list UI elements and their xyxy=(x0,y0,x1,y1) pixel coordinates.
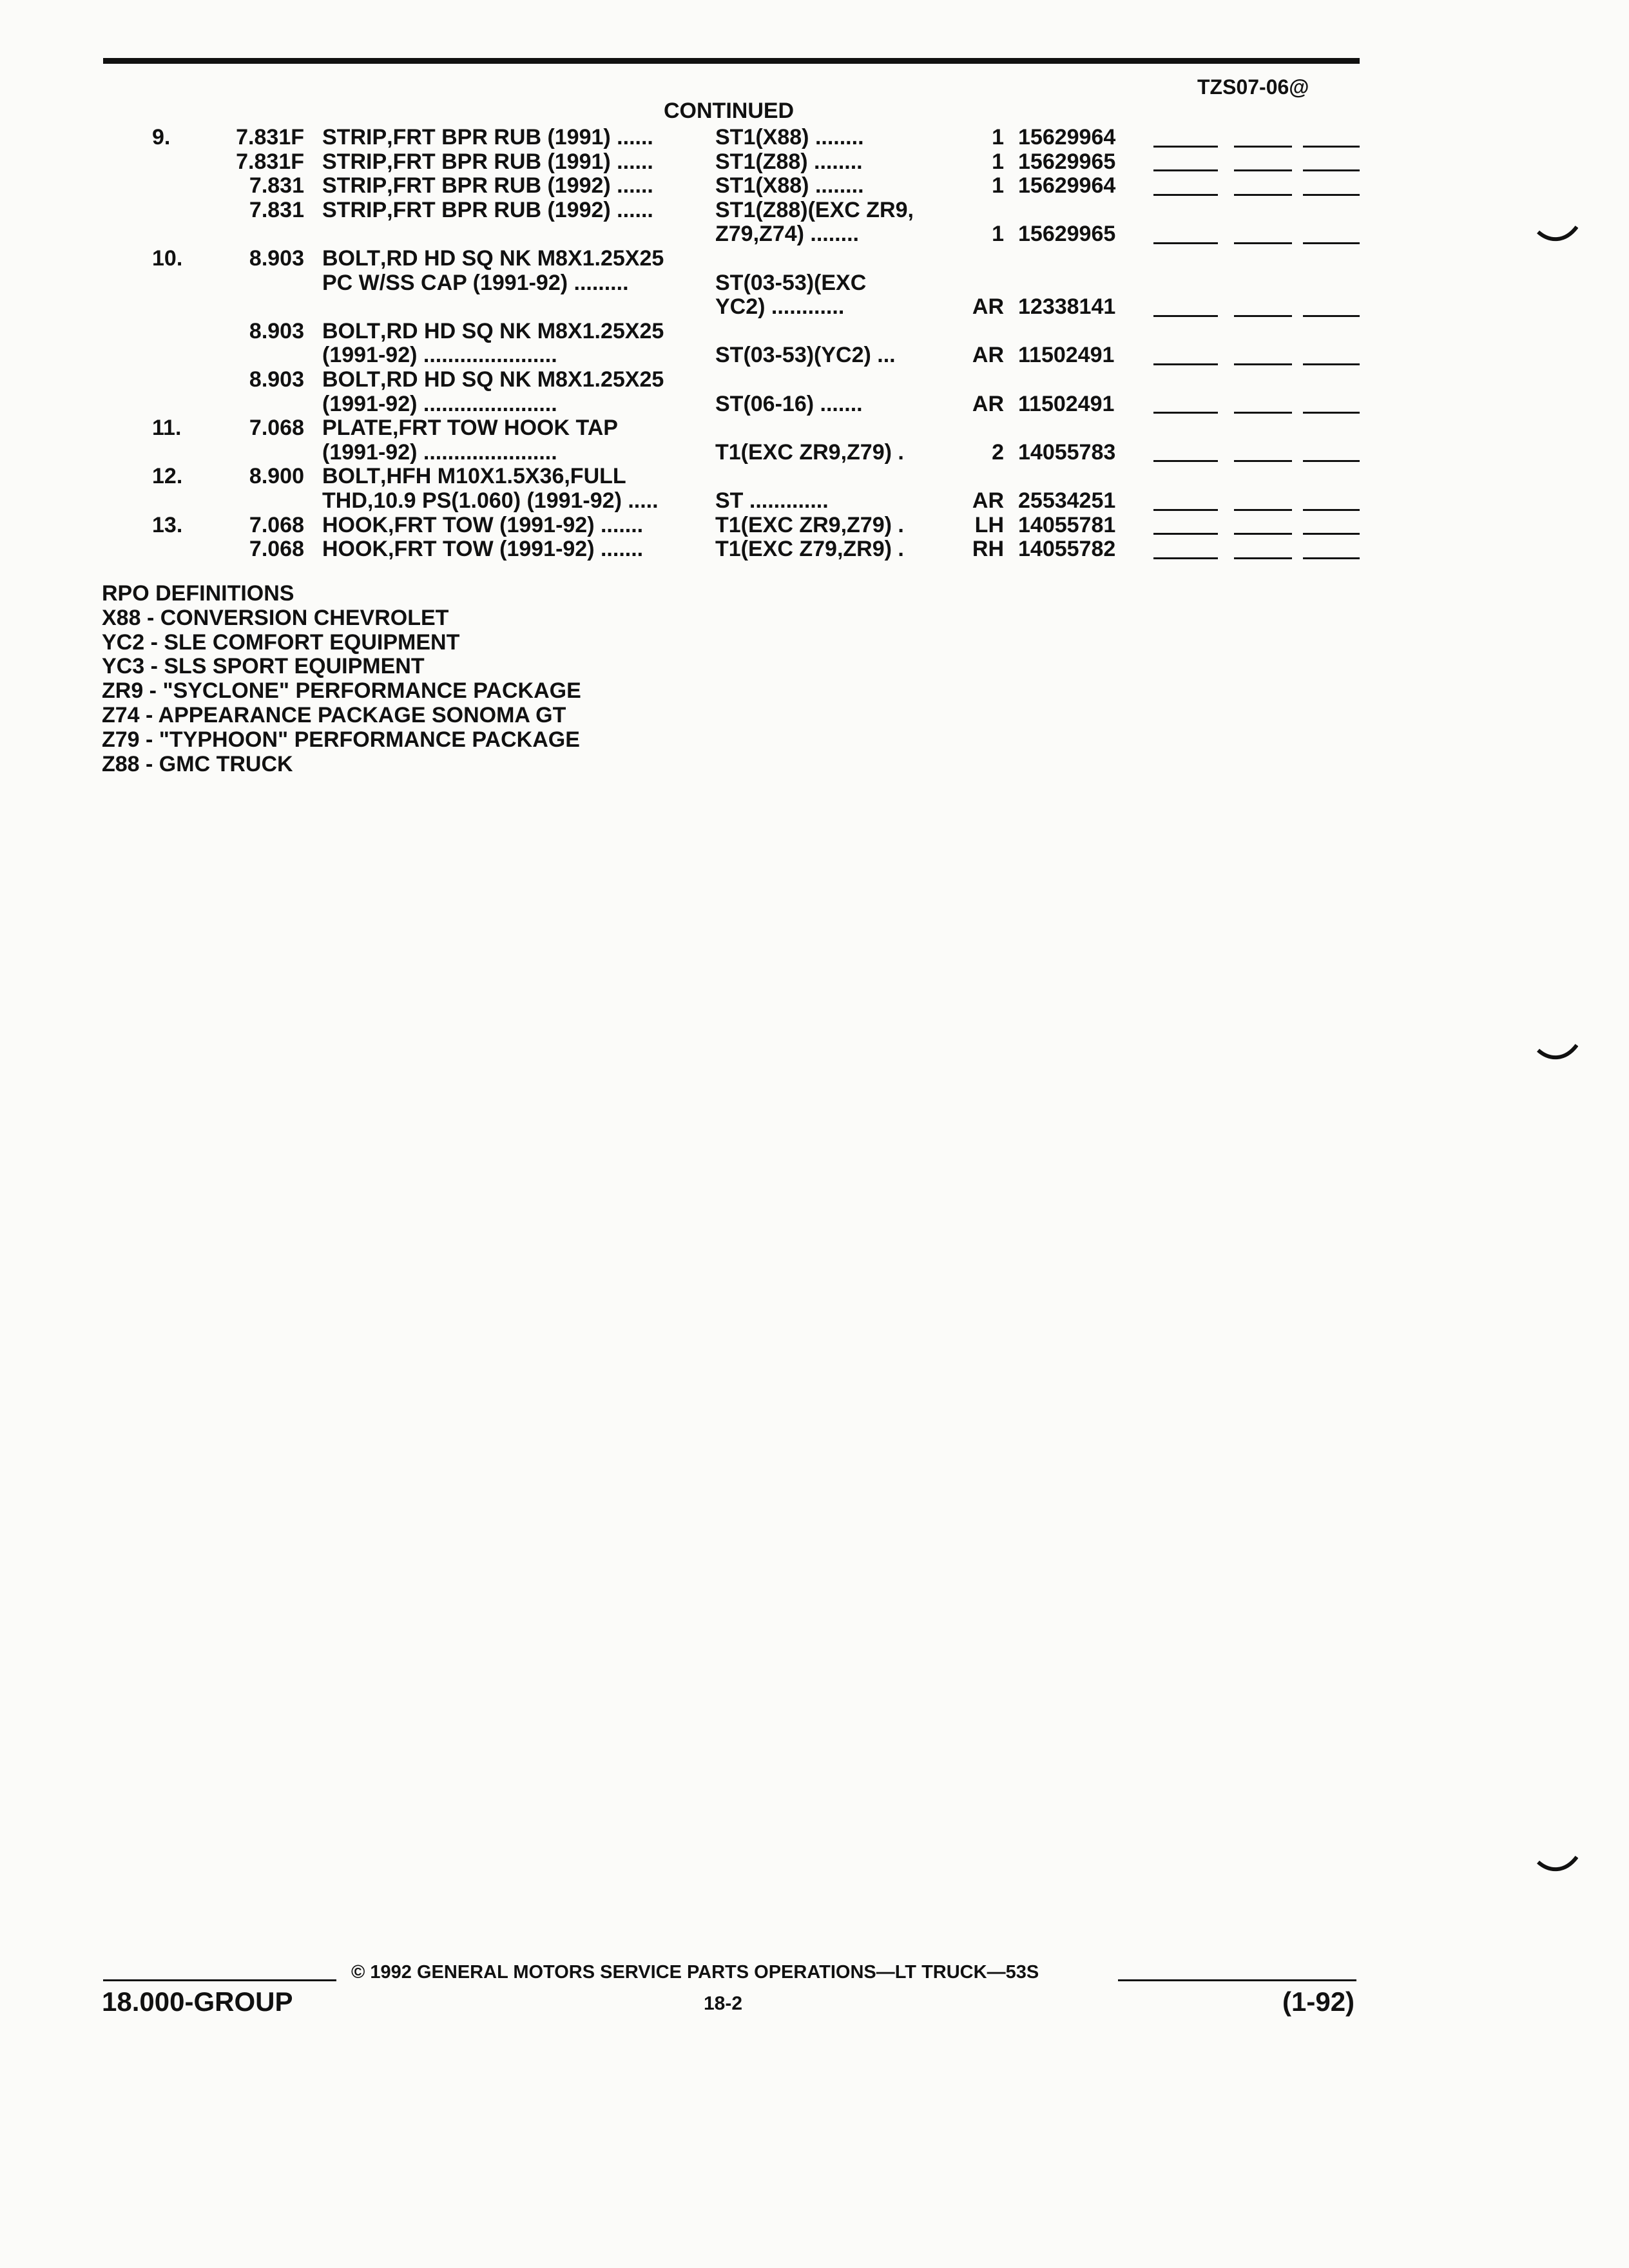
application: ST1(Z88)(EXC ZR9, xyxy=(715,197,914,222)
part-row xyxy=(0,150,1629,175)
part-description xyxy=(322,368,664,392)
reference-number: 7.831F xyxy=(236,149,304,174)
rpo-definitions xyxy=(102,582,581,776)
blank-line xyxy=(1153,315,1218,317)
part-description xyxy=(322,416,618,441)
part-description xyxy=(322,247,664,271)
blank-lines xyxy=(1153,392,1360,417)
quantity: AR xyxy=(972,343,1004,368)
part-description xyxy=(322,343,557,368)
blank-line xyxy=(1234,315,1292,317)
part-description xyxy=(322,271,629,296)
blank-line xyxy=(1153,363,1218,365)
part-row xyxy=(0,271,1629,296)
part-row xyxy=(0,465,1629,489)
application: Z79,Z74) ........ xyxy=(715,222,859,247)
part-detail: ,HFH M10X1.5X36,FULL xyxy=(380,464,626,489)
part-name: HOOK xyxy=(322,537,388,562)
part-detail: (1991-92) ...................... xyxy=(322,439,557,465)
reference-number: 7.831 xyxy=(249,173,304,198)
revision-date: (1-92) xyxy=(1282,1986,1355,2017)
quantity: 1 xyxy=(992,222,1004,247)
blank-line xyxy=(1303,242,1360,244)
part-row xyxy=(0,441,1629,465)
rpo-item: YC3 - SLS SPORT EQUIPMENT xyxy=(102,654,425,679)
application: ST1(X88) ........ xyxy=(715,125,864,149)
part-name: STRIP xyxy=(322,149,387,174)
blank-lines xyxy=(1153,489,1360,514)
blank-line xyxy=(1153,169,1218,171)
reference-number: 7.831 xyxy=(249,197,304,222)
blank-lines xyxy=(1153,537,1360,562)
part-number: 12338141 xyxy=(1018,294,1116,320)
quantity: 1 xyxy=(992,125,1004,149)
part-number: 14055781 xyxy=(1018,512,1116,537)
application: ST(03-53)(EXC xyxy=(715,270,867,295)
part-description xyxy=(322,465,626,489)
application: T1(EXC ZR9,Z79) . xyxy=(715,439,904,465)
part-row xyxy=(0,174,1629,198)
part-description xyxy=(322,537,643,562)
rpo-title: RPO DEFINITIONS xyxy=(102,581,294,606)
page-number: 18-2 xyxy=(704,1993,743,2014)
blank-line xyxy=(1153,509,1218,511)
blank-line xyxy=(1234,146,1292,148)
quantity: RH xyxy=(972,537,1004,562)
blank-line xyxy=(1234,533,1292,535)
blank-line xyxy=(1234,242,1292,244)
quantity: AR xyxy=(972,391,1004,416)
document-code: TZS07-06@ xyxy=(1197,75,1309,99)
part-name: STRIP xyxy=(322,197,387,222)
part-detail: ,RD HD SQ NK M8X1.25X25 xyxy=(380,367,664,392)
part-number: 25534251 xyxy=(1018,488,1116,513)
part-row xyxy=(0,368,1629,392)
part-description xyxy=(322,126,653,150)
part-name: HOOK xyxy=(322,512,388,537)
part-detail: ,FRT TOW (1991-92) ....... xyxy=(388,512,644,537)
blank-lines xyxy=(1153,222,1360,247)
blank-line xyxy=(1153,194,1218,196)
part-description xyxy=(322,441,557,465)
part-row xyxy=(0,198,1629,223)
part-detail: THD,10.9 PS(1.060) (1991-92) ..... xyxy=(322,488,659,513)
part-number: 15629965 xyxy=(1018,149,1116,174)
reference-number: 7.831F xyxy=(236,125,304,149)
part-description xyxy=(322,320,664,344)
part-description xyxy=(322,198,653,223)
blank-lines xyxy=(1153,174,1360,198)
blank-lines xyxy=(1153,126,1360,150)
reference-number: 8.900 xyxy=(249,464,304,489)
part-description xyxy=(322,174,653,198)
rpo-item: Z88 - GMC TRUCK xyxy=(102,751,293,776)
blank-line xyxy=(1303,509,1360,511)
part-name: BOLT xyxy=(322,318,381,343)
part-description xyxy=(322,514,643,538)
reference-number: 7.068 xyxy=(249,416,304,441)
part-name: STRIP xyxy=(322,125,387,149)
quantity: 1 xyxy=(992,149,1004,174)
item-number: 9. xyxy=(152,125,171,149)
part-detail: (1991-92) ...................... xyxy=(322,343,557,368)
application: YC2) ............ xyxy=(715,294,845,320)
quantity: AR xyxy=(972,294,1004,320)
blank-lines xyxy=(1153,295,1360,320)
group-number: 18.000-GROUP xyxy=(102,1986,293,2017)
reference-number: 8.903 xyxy=(249,318,304,343)
blank-line xyxy=(1303,194,1360,196)
part-row xyxy=(0,416,1629,441)
rpo-item: Z79 - "TYPHOON" PERFORMANCE PACKAGE xyxy=(102,727,580,752)
quantity: AR xyxy=(972,488,1004,513)
blank-line xyxy=(1234,509,1292,511)
blank-line xyxy=(1153,533,1218,535)
reference-number: 7.068 xyxy=(249,512,304,537)
item-number: 13. xyxy=(152,512,183,537)
blank-line xyxy=(1153,557,1218,559)
part-detail: PC W/SS CAP (1991-92) ......... xyxy=(322,270,629,295)
binder-hole-mark xyxy=(1537,1856,1578,1875)
part-number: 11502491 xyxy=(1018,391,1115,416)
part-row xyxy=(0,247,1629,271)
blank-line xyxy=(1153,460,1218,462)
parts-list xyxy=(0,126,1629,562)
rpo-item: X88 - CONVERSION CHEVROLET xyxy=(102,605,449,630)
application: ST1(X88) ........ xyxy=(715,173,864,198)
part-detail: ,FRT BPR RUB (1991) ...... xyxy=(387,149,653,174)
part-row xyxy=(0,514,1629,538)
copyright-notice: © 1992 GENERAL MOTORS SERVICE PARTS OPERATIONS—LT TRUCK—53S xyxy=(351,1962,1039,1983)
binder-hole-mark xyxy=(1537,1044,1578,1063)
quantity: LH xyxy=(974,512,1004,537)
part-detail: ,FRT BPR RUB (1992) ...... xyxy=(387,197,653,222)
blank-line xyxy=(1303,363,1360,365)
application: ST(06-16) ....... xyxy=(715,391,863,416)
reference-number: 7.068 xyxy=(249,537,304,562)
rpo-item: YC2 - SLE COMFORT EQUIPMENT xyxy=(102,629,460,655)
blank-line xyxy=(1234,169,1292,171)
blank-line xyxy=(1303,557,1360,559)
blank-line xyxy=(1234,194,1292,196)
blank-line xyxy=(1153,146,1218,148)
part-name: PLATE xyxy=(322,416,392,441)
part-number: 15629964 xyxy=(1018,125,1116,149)
blank-line xyxy=(1303,460,1360,462)
quantity: 2 xyxy=(992,439,1004,465)
part-name: BOLT xyxy=(322,464,381,489)
binder-hole-mark xyxy=(1537,226,1578,245)
part-number: 15629965 xyxy=(1018,222,1116,247)
part-detail: ,FRT TOW HOOK TAP xyxy=(392,416,618,441)
blank-line xyxy=(1303,146,1360,148)
quantity: 1 xyxy=(992,173,1004,198)
reference-number: 8.903 xyxy=(249,367,304,392)
blank-lines xyxy=(1153,150,1360,175)
part-row xyxy=(0,489,1629,514)
footer-rule-right xyxy=(1118,1979,1356,1981)
application: ST1(Z88) ........ xyxy=(715,149,863,174)
part-detail: ,RD HD SQ NK M8X1.25X25 xyxy=(380,318,664,343)
application: T1(EXC Z79,ZR9) . xyxy=(715,537,904,562)
blank-line xyxy=(1303,533,1360,535)
part-number: 14055783 xyxy=(1018,439,1116,465)
part-name: STRIP xyxy=(322,173,387,198)
blank-line xyxy=(1153,412,1218,414)
top-rule xyxy=(103,58,1360,64)
reference-number: 8.903 xyxy=(249,245,304,271)
blank-line xyxy=(1234,460,1292,462)
blank-line xyxy=(1234,412,1292,414)
item-number: 12. xyxy=(152,464,183,489)
blank-lines xyxy=(1153,514,1360,538)
part-detail: ,FRT TOW (1991-92) ....... xyxy=(388,537,644,562)
blank-lines xyxy=(1153,441,1360,465)
blank-lines xyxy=(1153,343,1360,368)
part-row xyxy=(0,343,1629,368)
part-name: BOLT xyxy=(322,245,381,271)
part-row xyxy=(0,222,1629,247)
part-row xyxy=(0,295,1629,320)
blank-line xyxy=(1234,363,1292,365)
footer-rule-left xyxy=(103,1979,336,1981)
blank-line xyxy=(1234,557,1292,559)
part-row xyxy=(0,126,1629,150)
application: ST(03-53)(YC2) ... xyxy=(715,343,896,368)
rpo-item: Z74 - APPEARANCE PACKAGE SONOMA GT xyxy=(102,702,566,727)
continued-label: CONTINUED xyxy=(664,99,795,123)
item-number: 10. xyxy=(152,245,183,271)
part-name: BOLT xyxy=(322,367,381,392)
part-detail: ,FRT BPR RUB (1991) ...... xyxy=(387,125,653,149)
part-detail: ,FRT BPR RUB (1992) ...... xyxy=(387,173,653,198)
rpo-item: ZR9 - "SYCLONE" PERFORMANCE PACKAGE xyxy=(102,678,581,704)
part-number: 14055782 xyxy=(1018,537,1116,562)
blank-line xyxy=(1303,412,1360,414)
part-detail: (1991-92) ...................... xyxy=(322,391,557,416)
blank-line xyxy=(1153,242,1218,244)
part-row xyxy=(0,392,1629,417)
part-number: 15629964 xyxy=(1018,173,1116,198)
blank-line xyxy=(1303,315,1360,317)
part-row xyxy=(0,537,1629,562)
application: T1(EXC ZR9,Z79) . xyxy=(715,512,904,537)
part-number: 11502491 xyxy=(1018,343,1115,368)
part-row xyxy=(0,320,1629,344)
part-description xyxy=(322,150,653,175)
item-number: 11. xyxy=(152,416,182,441)
part-description xyxy=(322,489,659,514)
blank-line xyxy=(1303,169,1360,171)
part-detail: ,RD HD SQ NK M8X1.25X25 xyxy=(380,245,664,271)
application: ST ............. xyxy=(715,488,829,513)
part-description xyxy=(322,392,557,417)
